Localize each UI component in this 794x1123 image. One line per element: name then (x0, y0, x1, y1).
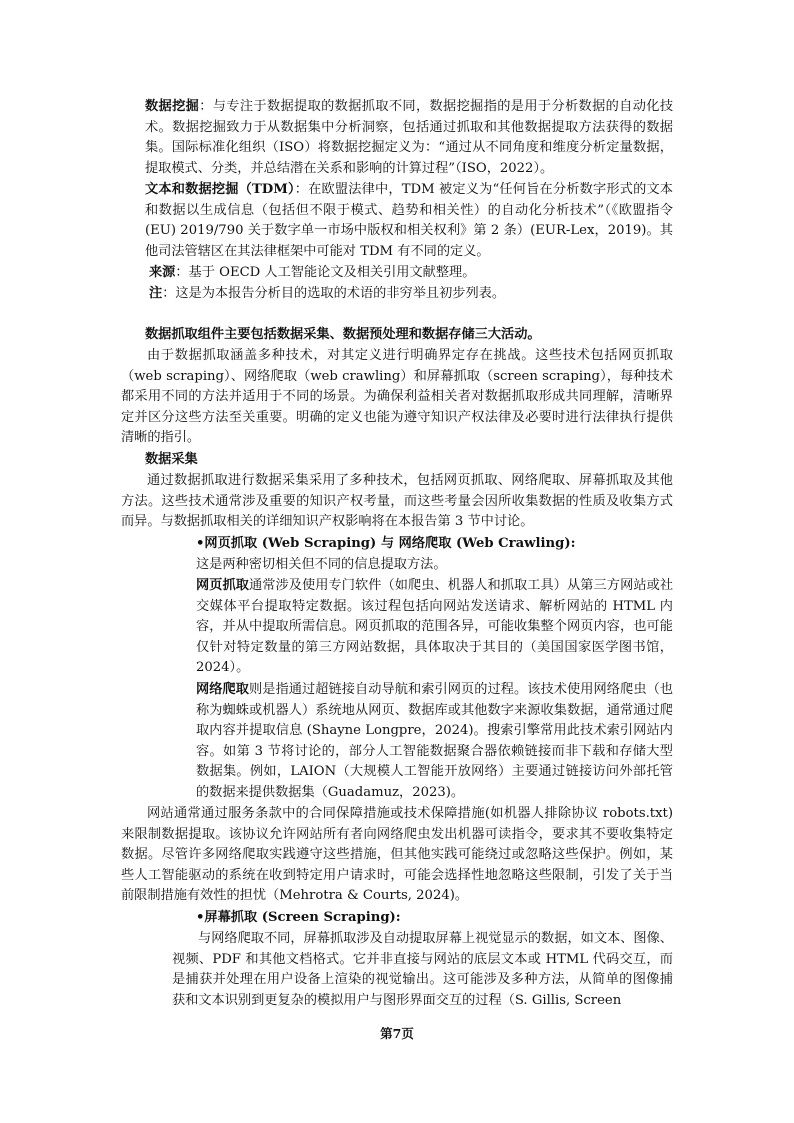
web-crawling-desc (196, 680, 673, 803)
def-data-mining: ：与专注于数据提取的数据抓取不同，数据挖掘指的是用于分析数据的自动化技术。数据挖掘致力于从数据集中分析洞察，包括通过抓取和其他数据提取方法获得的数据集。国际标准化组织（ISO）将数据挖掘定义为：“通过从不同角度和维度分析定量数据，提取模式、分类，并总结潜在关系和影响的计算过程”（ISO，2022）。 (145, 99, 674, 176)
note-line (149, 284, 673, 305)
paragraph-collection: 通过数据抓取进行数据采集采用了多种技术，包括网页抓取、网络爬取、屏幕抓取及其他方法。这些技术通常涉及重要的知识产权考量，而这些考量会因所收集数据的性质及收集方式而异。与数据抓取相关的详细知识产权影响将在本报告第 3 节中讨论。 (121, 473, 673, 529)
paragraph-robots: 网站通常通过服务条款中的合同保障措施或技术保障措施(如机器人排除协议 robots.txt)来限制数据提取。该协议允许网站所有者向网络爬虫发出机器可读指令，要求其不要收集特定数据。尽管许多网络爬取实践遵守这些措施，但其他实践可能绕过或忽略这些保护。例如，某些人工智能驱动的系统在收到特定用户请求时，可能会选择性地忽略这些限制，引发了关于当前限制措施有效性的担忧（Mehrotra & Courts, 2024)。 (121, 806, 673, 903)
page-number: 第7页 (380, 1026, 414, 1041)
bullet-web-scraping-intro: 这是两种密切相关但不同的信息提取方法。 (196, 557, 447, 572)
term-data-mining: 数据挖掘 (145, 99, 200, 114)
term-web-scraping: 网页抓取 (196, 578, 250, 593)
source-line (149, 263, 673, 284)
bullet-web-scraping-title: •网页抓取 (Web Scraping) 与 网络爬取 (Web Crawling): (196, 536, 576, 551)
glossary-data-mining (145, 97, 673, 179)
term-tdm: 文本和数据挖掘（TDM） (145, 182, 295, 197)
web-crawling-text: 则是指通过超链接自动导航和索引网页的过程。该技术使用网络爬虫（也称为蜘蛛或机器人）系统地从网页、数据库或其他数字来源收集数据，通常通过爬取内容并提取信息 (Shayne Longpre，2024)。搜索引擎常用此技术索引网站内容。如第 3 节将讨论的，部分人工智能数据聚合器依赖链接而非下载和存储大型数据集。例如，LAION（大规模人工智能开放网络）主要通过链接访问外部托管的数据来提供数据集（Guadamuz，2023)。 (196, 682, 674, 800)
source-label: 来源 (149, 265, 176, 280)
note-label: 注 (149, 286, 163, 301)
screen-scraping-desc: 与网络爬取不同，屏幕抓取涉及自动提取屏幕上视觉显示的数据，如文本、图像、视频、PDF 和其他文档格式。它并非直接与网站的底层文本或 HTML 代码交互，而是捕获并处理在用户设备上渲染的视觉输出。这可能涉及多种方法，从简单的图像捕获和文本识别到更复杂的模拟用户与图形界面交互的过程（S. Gillis, Screen (172, 931, 673, 1008)
glossary-tdm (145, 180, 673, 262)
term-web-crawling: 网络爬取 (196, 682, 250, 697)
web-scraping-desc (196, 576, 673, 679)
paragraph-definition: 由于数据抓取涵盖多种技术，对其定义进行明确界定存在挑战。这些技术包括网页抓取（web scraping）、网络爬取（web crawling）和屏幕抓取（screen scraping），每种技术都采用不同的方法并适用于不同的场景。为确保利益相关者对数据抓取形成共同理解，清晰界定并区分这些方法至关重要。明确的定义也能为遵守知识产权法律及必要时进行法律执行提供清晰的指引。 (121, 348, 673, 445)
source-text: ：基于 OECD 人工智能论文及相关引用文献整理。 (175, 265, 476, 280)
section-title: 数据采集 (145, 452, 198, 467)
bullet-screen-scraping-title: •屏幕抓取 (Screen Scraping): (196, 910, 401, 925)
note-text: ：这是为本报告分析目的选取的术语的非穷举且初步列表。 (162, 286, 506, 301)
web-scraping-text: 通常涉及使用专门软件（如爬虫、机器人和抓取工具）从第三方网站或社交媒体平台提取特定数据。该过程包括向网站发送请求、解析网站的 HTML 内容，并从中提取所需信息。网页抓取的范围各异，可能收集整个网页内容，也可能仅针对特定数量的第三方网站数据，具体取决于其目的（美国国家医学图书馆，2024）。 (196, 578, 674, 675)
def-tdm: ：在欧盟法律中，TDM 被定义为“任何旨在分析数字形式的文本和数据以生成信息（包括但不限于模式、趋势和相关性）的自动化分析技术”（《欧盟指令 (EU) 2019/790 关于数字单一市场中版权和相关权利》第 2 条）(EUR-Lex，2019)。其他司法管辖区在其法律框架中可能对 TDM 有不同的定义。 (145, 182, 673, 259)
lead-heading: 数据抓取组件主要包括数据采集、数据预处理和数据存储三大活动。 (145, 327, 541, 342)
